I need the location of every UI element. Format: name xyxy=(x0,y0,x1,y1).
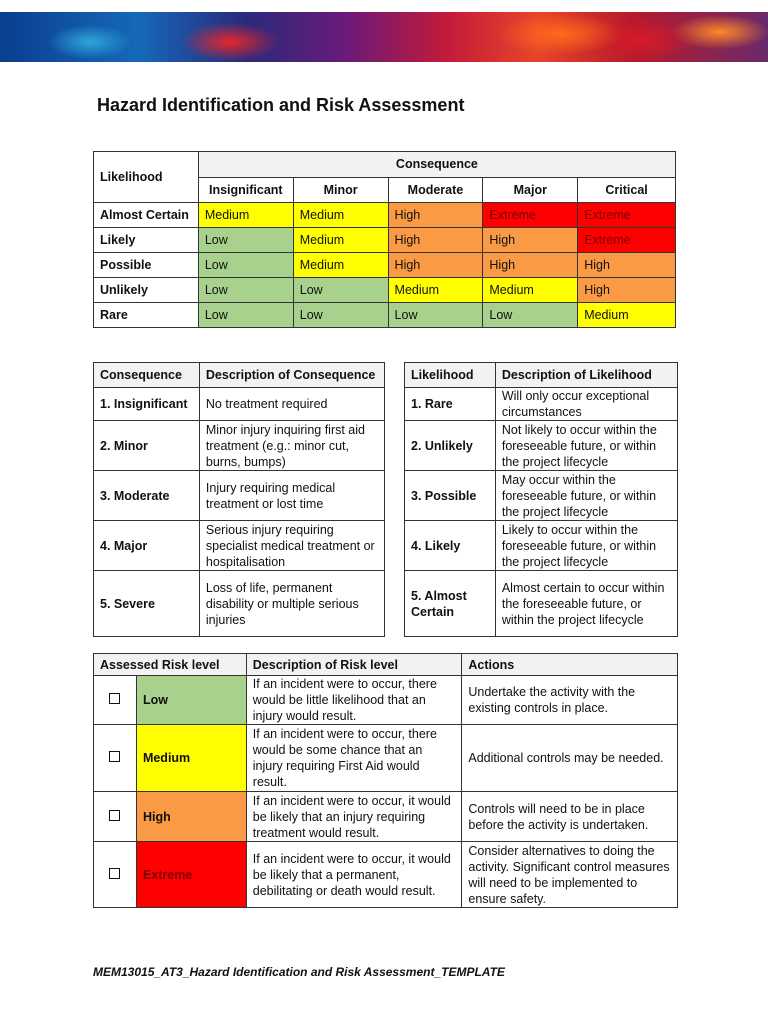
checkbox-icon[interactable] xyxy=(109,868,120,879)
likelihood-row xyxy=(405,388,678,421)
risk-table-header: Actions xyxy=(462,654,678,676)
risk-checkbox-cell[interactable] xyxy=(94,792,137,842)
consequence-description: Loss of life, permanent disability or multiple serious injuries xyxy=(199,571,384,637)
risk-checkbox-cell[interactable] xyxy=(94,725,137,792)
likelihood-row xyxy=(405,421,678,471)
matrix-consequence-header: Consequence xyxy=(198,152,675,178)
matrix-row xyxy=(94,253,676,278)
risk-checkbox-cell[interactable] xyxy=(94,676,137,725)
matrix-row xyxy=(94,278,676,303)
matrix-row-label: Likely xyxy=(94,228,199,253)
likelihood-label: 1. Rare xyxy=(405,388,496,421)
matrix-cell-medium: Medium xyxy=(578,303,676,328)
matrix-cell-medium: Medium xyxy=(483,278,578,303)
matrix-col-header: Moderate xyxy=(388,177,483,203)
consequence-label: 4. Major xyxy=(94,521,200,571)
risk-level-high: High xyxy=(136,792,246,842)
risk-table-body xyxy=(94,676,678,908)
consequence-row xyxy=(94,388,385,421)
risk-row xyxy=(94,725,678,792)
consequence-table-header: Description of Consequence xyxy=(199,363,384,388)
risk-action: Undertake the activity with the existing controls in place. xyxy=(462,676,678,725)
matrix-cell-extreme: Extreme xyxy=(578,203,676,228)
matrix-cell-low: Low xyxy=(388,303,483,328)
matrix-cell-extreme: Extreme xyxy=(578,228,676,253)
risk-description: If an incident were to occur, there would be little likelihood that an injury would result. xyxy=(246,676,462,725)
consequence-description: Minor injury inquiring first aid treatment (e.g.: minor cut, burns, bumps) xyxy=(199,421,384,471)
checkbox-icon[interactable] xyxy=(109,751,120,762)
matrix-row xyxy=(94,228,676,253)
consequence-label: 1. Insignificant xyxy=(94,388,200,421)
risk-description: If an incident were to occur, there would be some chance that an injury requiring First Aid would result. xyxy=(246,725,462,792)
matrix-cell-low: Low xyxy=(198,303,293,328)
risk-level-medium: Medium xyxy=(136,725,246,792)
matrix-cell-medium: Medium xyxy=(198,203,293,228)
matrix-row xyxy=(94,303,676,328)
consequence-table-header: Consequence xyxy=(94,363,200,388)
matrix-cell-high: High xyxy=(483,253,578,278)
risk-matrix-table xyxy=(93,151,676,328)
matrix-row-label: Almost Certain xyxy=(94,203,199,228)
matrix-cell-medium: Medium xyxy=(388,278,483,303)
matrix-likelihood-header: Likelihood xyxy=(94,152,199,203)
likelihood-description: Will only occur exceptional circumstances xyxy=(495,388,677,421)
risk-action: Consider alternatives to doing the activity. Significant control measures will need to be implemented to ensure safety. xyxy=(462,842,678,908)
risk-description: If an incident were to occur, it would be likely that a permanent, debilitating or death would result. xyxy=(246,842,462,908)
risk-level-low: Low xyxy=(136,676,246,725)
consequence-description: No treatment required xyxy=(199,388,384,421)
consequence-row xyxy=(94,421,385,471)
risk-description: If an incident were to occur, it would be likely that an injury requiring treatment would result. xyxy=(246,792,462,842)
matrix-cell-extreme: Extreme xyxy=(483,203,578,228)
likelihood-label: 3. Possible xyxy=(405,471,496,521)
matrix-cell-medium: Medium xyxy=(293,203,388,228)
page-title: Hazard Identification and Risk Assessment xyxy=(97,95,465,115)
likelihood-table-header: Likelihood xyxy=(405,363,496,388)
matrix-row-label: Possible xyxy=(94,253,199,278)
risk-level-table xyxy=(93,653,678,908)
likelihood-description: Not likely to occur within the foreseeable future, or within the project lifecycle xyxy=(495,421,677,471)
likelihood-table-body xyxy=(405,388,678,637)
matrix-col-header: Insignificant xyxy=(198,177,293,203)
matrix-cell-low: Low xyxy=(198,228,293,253)
matrix-body xyxy=(94,203,676,328)
consequence-table-body xyxy=(94,388,385,637)
consequence-table xyxy=(93,362,385,637)
matrix-cell-high: High xyxy=(578,278,676,303)
consequence-label: 3. Moderate xyxy=(94,471,200,521)
risk-level-extreme: Extreme xyxy=(136,842,246,908)
likelihood-table-header: Description of Likelihood xyxy=(495,363,677,388)
likelihood-row xyxy=(405,521,678,571)
consequence-label: 5. Severe xyxy=(94,571,200,637)
matrix-row-label: Rare xyxy=(94,303,199,328)
matrix-cell-low: Low xyxy=(293,278,388,303)
consequence-row xyxy=(94,521,385,571)
matrix-cell-medium: Medium xyxy=(293,228,388,253)
risk-row xyxy=(94,676,678,725)
consequence-row xyxy=(94,571,385,637)
matrix-col-header: Major xyxy=(483,177,578,203)
risk-table-header: Description of Risk level xyxy=(246,654,462,676)
consequence-label: 2. Minor xyxy=(94,421,200,471)
matrix-cell-high: High xyxy=(388,253,483,278)
risk-row xyxy=(94,842,678,908)
document-footer: MEM13015_AT3_Hazard Identification and Risk Assessment_TEMPLATE xyxy=(93,965,505,979)
matrix-col-header: Minor xyxy=(293,177,388,203)
risk-checkbox-cell[interactable] xyxy=(94,842,137,908)
likelihood-table xyxy=(404,362,678,637)
likelihood-row xyxy=(405,571,678,637)
likelihood-description: Almost certain to occur within the foreseeable future, or within the project lifecycle xyxy=(495,571,677,637)
likelihood-label: 2. Unlikely xyxy=(405,421,496,471)
matrix-cell-low: Low xyxy=(198,278,293,303)
checkbox-icon[interactable] xyxy=(109,810,120,821)
likelihood-description: Likely to occur within the foreseeable future, or within the project lifecycle xyxy=(495,521,677,571)
consequence-row xyxy=(94,471,385,521)
checkbox-icon[interactable] xyxy=(109,693,120,704)
risk-row xyxy=(94,792,678,842)
consequence-description: Serious injury requiring specialist medical treatment or hospitalisation xyxy=(199,521,384,571)
matrix-cell-high: High xyxy=(578,253,676,278)
matrix-row-label: Unlikely xyxy=(94,278,199,303)
matrix-cell-medium: Medium xyxy=(293,253,388,278)
consequence-description: Injury requiring medical treatment or lost time xyxy=(199,471,384,521)
likelihood-row xyxy=(405,471,678,521)
matrix-cell-high: High xyxy=(483,228,578,253)
matrix-cell-low: Low xyxy=(198,253,293,278)
likelihood-label: 5. Almost Certain xyxy=(405,571,496,637)
risk-action: Additional controls may be needed. xyxy=(462,725,678,792)
matrix-col-header: Critical xyxy=(578,177,676,203)
risk-table-header: Assessed Risk level xyxy=(94,654,247,676)
risk-action: Controls will need to be in place before the activity is undertaken. xyxy=(462,792,678,842)
matrix-cell-low: Low xyxy=(483,303,578,328)
likelihood-label: 4. Likely xyxy=(405,521,496,571)
matrix-cell-high: High xyxy=(388,228,483,253)
likelihood-description: May occur within the foreseeable future, or within the project lifecycle xyxy=(495,471,677,521)
matrix-cell-high: High xyxy=(388,203,483,228)
matrix-row xyxy=(94,203,676,228)
matrix-cell-low: Low xyxy=(293,303,388,328)
header-banner-image xyxy=(0,12,768,62)
